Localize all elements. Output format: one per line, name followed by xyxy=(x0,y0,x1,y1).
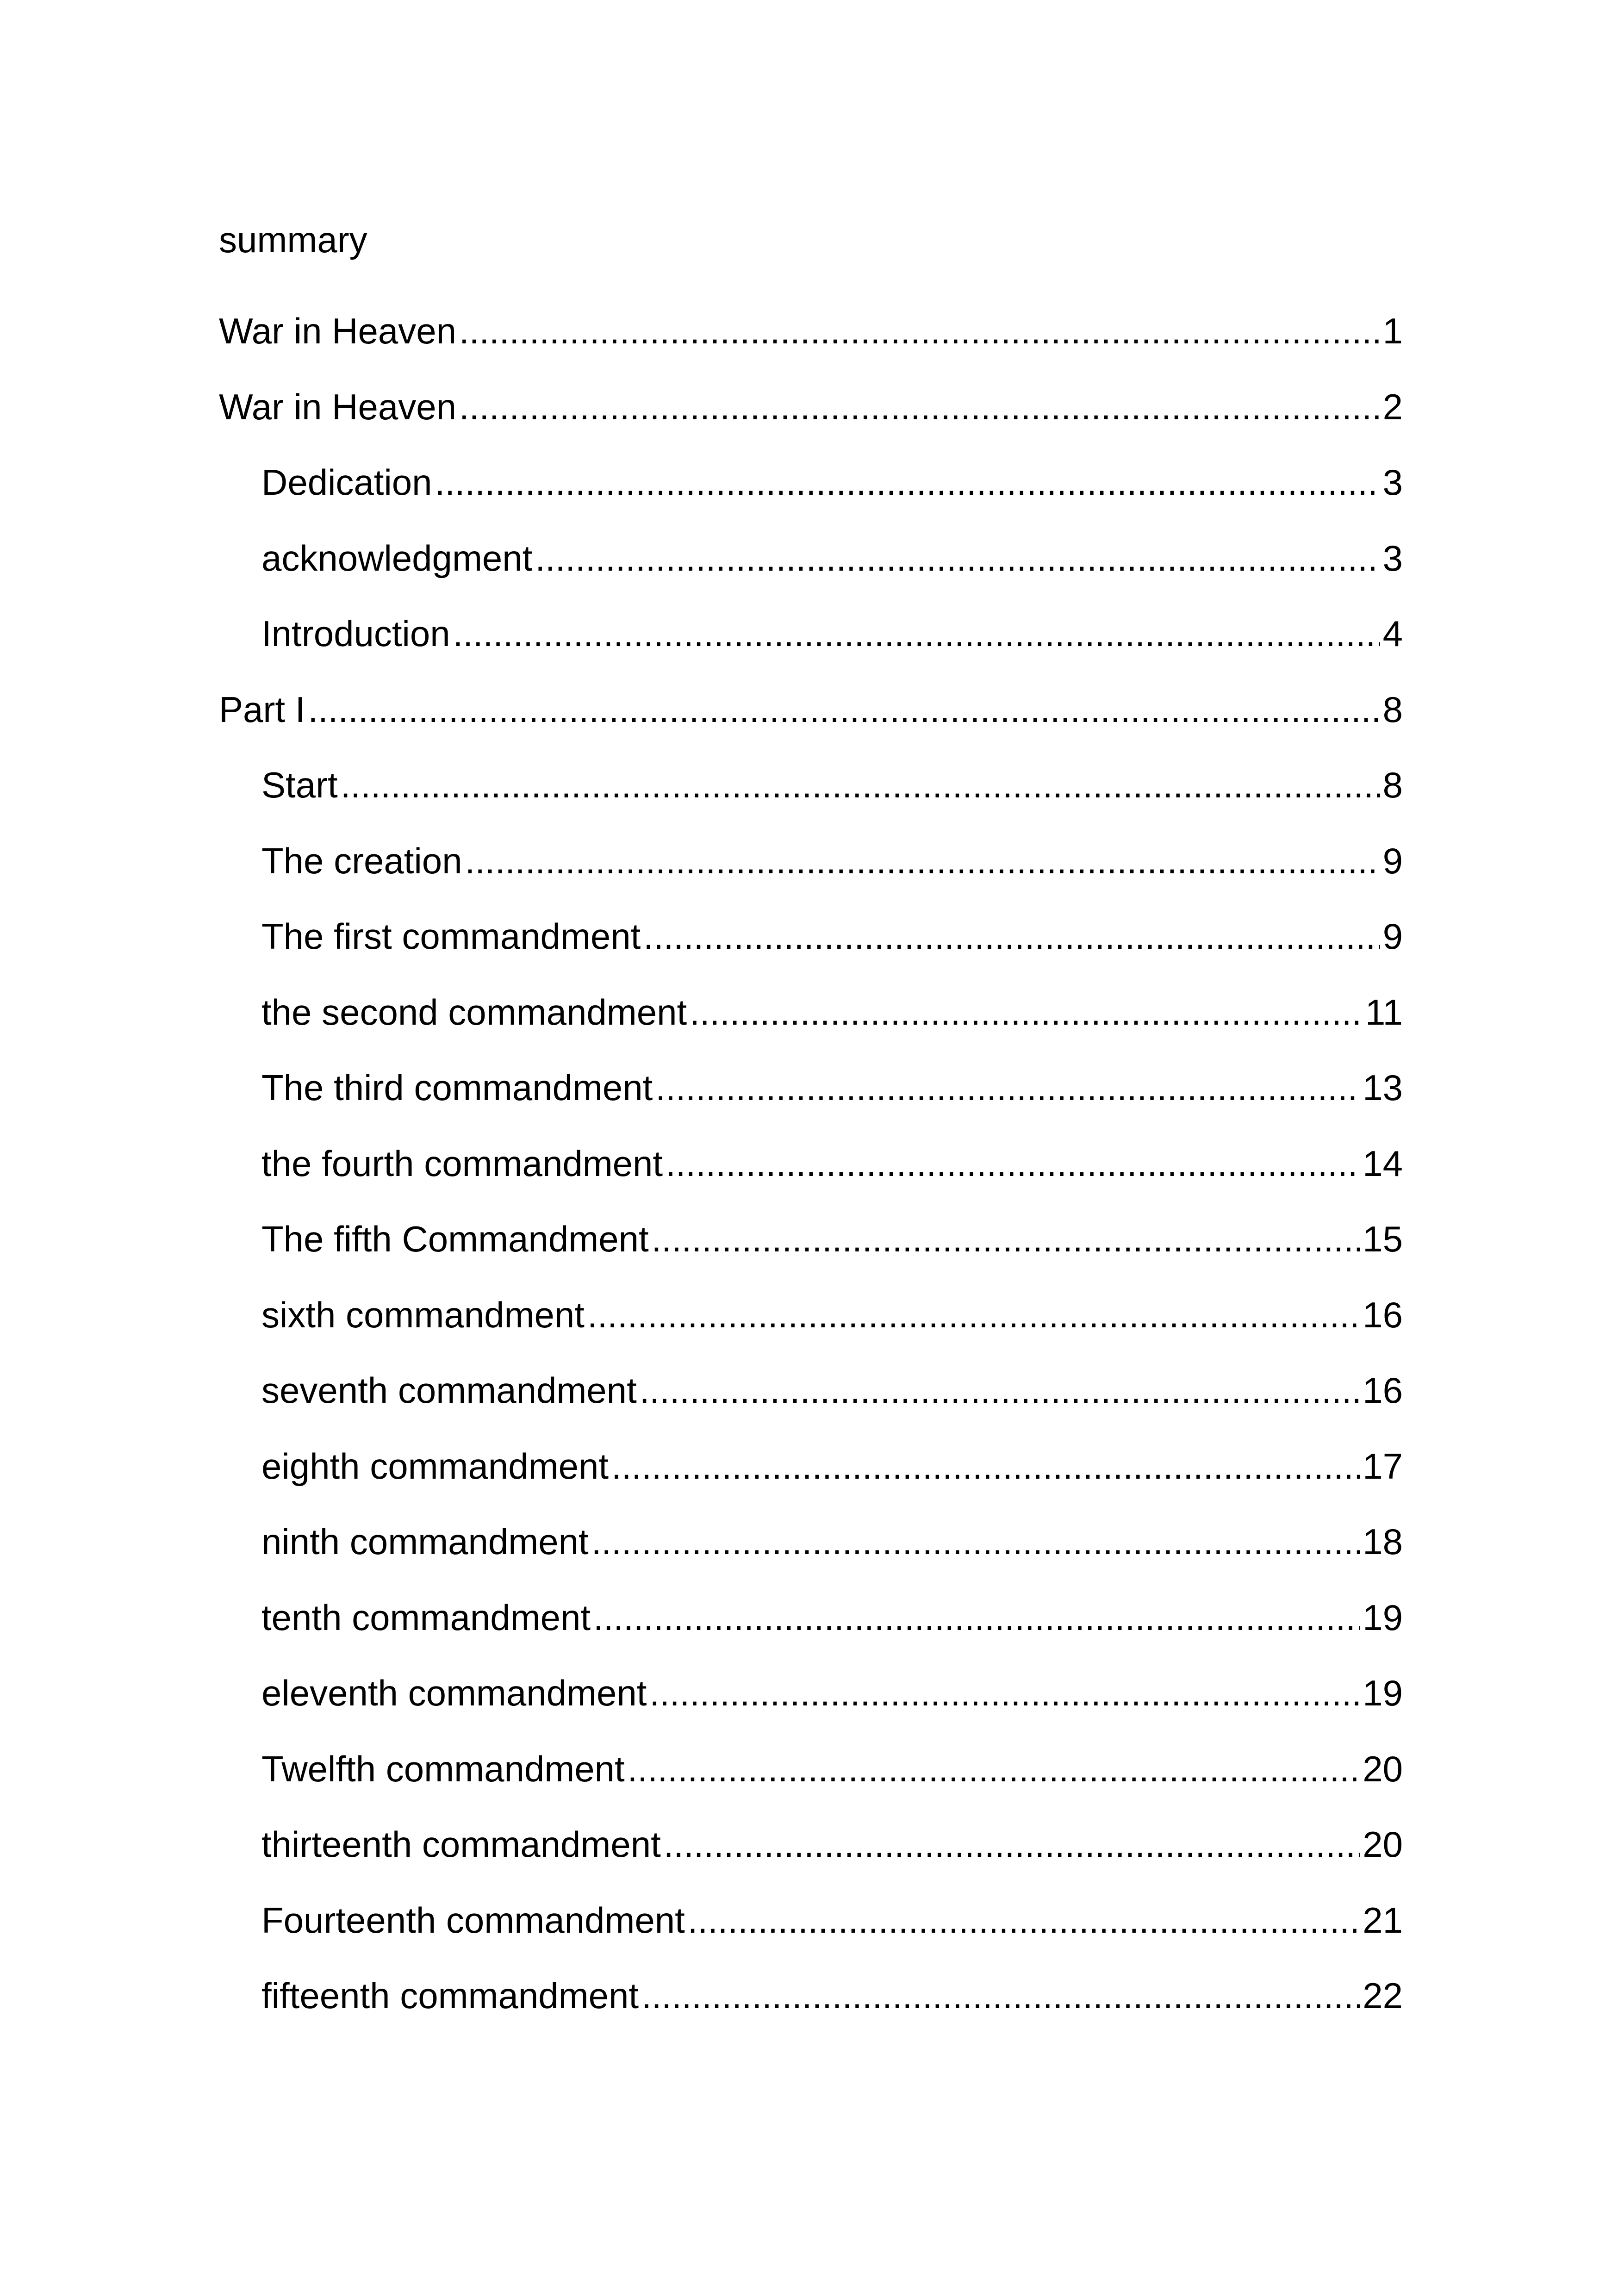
toc-entry-page: 16 xyxy=(1363,1370,1403,1411)
toc-entry[interactable] xyxy=(219,1518,1403,1594)
toc-dot-leader xyxy=(641,1972,1360,2019)
toc-dot-leader xyxy=(459,308,1380,354)
toc-entry-label: tenth commandment xyxy=(261,1597,591,1638)
toc-entry-page: 8 xyxy=(1382,765,1403,805)
toc-dot-leader xyxy=(587,1292,1360,1338)
toc-entry[interactable] xyxy=(219,384,1403,460)
toc-entry[interactable] xyxy=(219,1897,1403,1973)
toc-entry-page: 22 xyxy=(1363,1975,1403,2016)
toc-entry[interactable] xyxy=(219,913,1403,989)
toc-dot-leader xyxy=(688,1897,1360,1943)
toc-dot-leader xyxy=(652,1216,1360,1262)
toc-entry[interactable] xyxy=(219,1670,1403,1746)
toc-entry-label: Start xyxy=(261,765,338,805)
toc-entry-label: Part I xyxy=(219,689,305,730)
toc-entry-label: The first commandment xyxy=(261,916,641,957)
toc-entry-label: eleventh commandment xyxy=(261,1673,647,1713)
toc-dot-leader xyxy=(666,1140,1360,1187)
toc-entry-label: Introduction xyxy=(261,613,450,654)
toc-entry-page: 4 xyxy=(1382,613,1403,654)
toc-dot-leader xyxy=(655,1064,1360,1111)
toc-entry[interactable] xyxy=(219,686,1403,762)
toc-entry-label: Fourteenth commandment xyxy=(261,1899,685,1941)
toc-entry-label: thirteenth commandment xyxy=(261,1824,661,1865)
toc-entry[interactable] xyxy=(219,535,1403,611)
toc-entry-page: 9 xyxy=(1382,916,1403,957)
toc-entry-page: 15 xyxy=(1363,1219,1403,1259)
toc-entry-page: 8 xyxy=(1382,689,1403,730)
toc-dot-leader xyxy=(459,384,1380,430)
toc-entry[interactable] xyxy=(219,838,1403,914)
toc-entry-page: 3 xyxy=(1382,462,1403,503)
toc-entry-label: fifteenth commandment xyxy=(261,1975,639,2016)
toc-entry-label: The fifth Commandment xyxy=(261,1219,649,1259)
toc-entry-label: eighth commandment xyxy=(261,1445,609,1487)
toc-dot-leader xyxy=(341,762,1380,808)
toc-entry-page: 21 xyxy=(1363,1899,1403,1941)
toc-dot-leader xyxy=(591,1518,1360,1565)
toc-dot-leader xyxy=(643,913,1380,959)
toc-entry-page: 19 xyxy=(1363,1673,1403,1713)
toc-entry-page: 18 xyxy=(1363,1521,1403,1562)
toc-entry[interactable] xyxy=(219,1594,1403,1670)
toc-dot-leader xyxy=(664,1821,1360,1867)
toc-dot-leader xyxy=(435,459,1380,505)
toc-heading: summary xyxy=(219,219,367,260)
toc-dot-leader xyxy=(611,1443,1360,1489)
toc-dot-leader xyxy=(308,686,1380,733)
toc-dot-leader xyxy=(640,1367,1360,1413)
toc-entry[interactable] xyxy=(219,459,1403,535)
toc-entry-page: 2 xyxy=(1382,386,1403,427)
toc-entry-label: ninth commandment xyxy=(261,1521,589,1562)
toc-entry[interactable] xyxy=(219,1292,1403,1368)
toc-entry[interactable] xyxy=(219,989,1403,1065)
toc-entry-label: Dedication xyxy=(261,462,432,503)
toc-entry-label: seventh commandment xyxy=(261,1370,637,1411)
toc-entry-page: 14 xyxy=(1363,1143,1403,1184)
toc-dot-leader xyxy=(649,1670,1360,1716)
toc-entry-page: 20 xyxy=(1363,1748,1403,1789)
toc-entry-label: War in Heaven xyxy=(219,386,456,427)
toc-entry-label: acknowledgment xyxy=(261,537,533,579)
toc-entry[interactable] xyxy=(219,1821,1403,1897)
toc-entry[interactable] xyxy=(219,1140,1403,1216)
toc-entry[interactable] xyxy=(219,1367,1403,1443)
toc-dot-leader xyxy=(593,1594,1360,1641)
toc-dot-leader xyxy=(628,1746,1360,1792)
toc-dot-leader xyxy=(465,838,1380,884)
toc-dot-leader xyxy=(690,989,1363,1035)
toc-entry-page: 19 xyxy=(1363,1597,1403,1638)
toc-entry-label: the second commandment xyxy=(261,991,687,1033)
toc-entry[interactable] xyxy=(219,1972,1403,2048)
table-of-contents xyxy=(219,308,1403,2048)
toc-entry-page: 9 xyxy=(1382,840,1403,881)
toc-entry-page: 3 xyxy=(1382,537,1403,579)
toc-entry-page: 13 xyxy=(1363,1067,1403,1108)
toc-entry[interactable] xyxy=(219,1216,1403,1292)
toc-entry[interactable] xyxy=(219,308,1403,384)
toc-entry-label: War in Heaven xyxy=(219,311,456,351)
toc-entry-label: the fourth commandment xyxy=(261,1143,663,1184)
toc-entry-page: 11 xyxy=(1365,991,1403,1033)
toc-entry-page: 20 xyxy=(1363,1824,1403,1865)
toc-entry-label: The third commandment xyxy=(261,1067,653,1108)
toc-entry-label: Twelfth commandment xyxy=(261,1748,625,1789)
toc-entry[interactable] xyxy=(219,610,1403,686)
toc-entry[interactable] xyxy=(219,1443,1403,1519)
toc-entry-page: 17 xyxy=(1363,1445,1403,1487)
toc-entry-label: sixth commandment xyxy=(261,1294,585,1335)
toc-entry[interactable] xyxy=(219,762,1403,838)
toc-entry-page: 1 xyxy=(1382,311,1403,351)
toc-entry[interactable] xyxy=(219,1746,1403,1822)
toc-entry-label: The creation xyxy=(261,840,462,881)
toc-dot-leader xyxy=(535,535,1380,581)
toc-entry[interactable] xyxy=(219,1064,1403,1140)
toc-entry-page: 16 xyxy=(1363,1294,1403,1335)
toc-dot-leader xyxy=(453,610,1380,657)
